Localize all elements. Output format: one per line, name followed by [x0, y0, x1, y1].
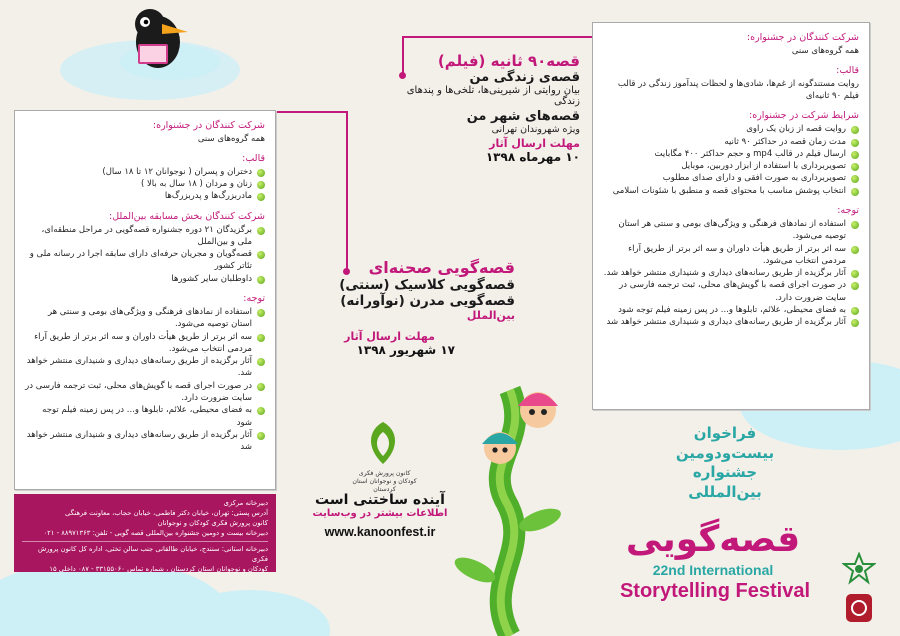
contact-info-bar	[14, 494, 276, 572]
list-item: انتخاب پوشش مناسب با محتوای قصه و منطبق با شئونات اسلامی	[603, 185, 859, 197]
right-format-value: روایت مستندگونه از غم‌ها، شادی‌ها و لحظات پندآموز زندگی در قالب فیلم ۹۰ ثانیه‌ای	[617, 78, 859, 102]
list-item: تصویربرداری به صورت افقی و دارای صدای مطلوب	[603, 172, 859, 184]
festival-title-line-4: بین‌المللی	[688, 482, 762, 501]
stage-title: قصه‌گویی صحنه‌ای	[368, 258, 515, 277]
film-subtitle-2: قصه‌های شهر من	[466, 109, 580, 124]
more-info-text: اطلاعات بیشتر در وب‌سایت	[312, 508, 448, 519]
right-notes-list	[603, 218, 859, 329]
stage-deadline-label: مهلت ارسال آثار	[344, 330, 435, 343]
film-description-2: ویژه شهروندان تهرانی	[491, 124, 580, 135]
left-notes-list	[25, 306, 265, 454]
list-item: به فضای محیطی، علائم، تابلوها و... در پس زمینه فیلم توجه شود	[25, 404, 265, 429]
beanstalk-kids-illustration-icon	[440, 330, 580, 636]
stage-line-3: بین‌الملل	[466, 309, 515, 322]
festival-title-line-2: بیست‌ودومین	[675, 443, 775, 462]
list-item: استفاده از نمادهای فرهنگی و ویژگی‌های بومی و سنتی هر استان توصیه می‌شود.	[25, 306, 265, 331]
left-intl-title: شرکت کنندگان بخش مسابقه بین‌الملل:	[109, 210, 265, 222]
emblem-seal-icon	[844, 592, 874, 624]
left-participants-value: همه گروه‌های سنی	[197, 133, 265, 144]
left-info-panel	[14, 110, 276, 490]
slogan-text: آینده ساختنی است	[315, 492, 445, 508]
list-item: در صورت اجرای قصه با گویش‌های محلی، ثبت ترجمه فارسی در سایت ضرورت دارد.	[25, 380, 265, 405]
list-item: داوطلبان سایر کشورها	[25, 273, 265, 285]
list-item: زنان و مردان ( ۱۸ سال به بالا )	[25, 178, 265, 190]
festival-title-line-3: جشنواره	[692, 463, 758, 481]
list-item: استفاده از نمادهای فرهنگی و ویژگی‌های بومی و سنتی هر استان توصیه می‌شود.	[603, 218, 859, 243]
kanoon-logo-caption: کانون پرورش فکری کودکان و نوجوانان استان کردستان	[352, 470, 417, 493]
left-format-list	[25, 166, 265, 203]
list-item: روایت قصه از زبان یک راوی	[603, 123, 859, 135]
left-notes-title: توجه:	[243, 293, 265, 305]
left-participants-title: شرکت کنندگان در جشنواره:	[152, 120, 265, 131]
film-section	[395, 52, 580, 164]
left-intl-list	[25, 224, 265, 286]
connector-left-vertical	[346, 111, 348, 271]
right-conditions-list	[603, 123, 859, 197]
list-item: سه اثر برتر از طریق هیأت داوران و سه اثر برتر از طریق آراء مردمی انتخاب می‌شود.	[603, 243, 859, 268]
hq-org: کانون پرورش فکری کودکان و نوجوانان	[157, 518, 268, 527]
list-item: آثار برگزیده از طریق رسانه‌های دیداری و شنیداری منتشر خواهد شد	[25, 429, 265, 454]
list-item: سه اثر برتر از طریق هیأت داوران و سه اثر برتر از طریق آراء مردمی انتخاب می‌شود.	[25, 331, 265, 356]
connector-left-top	[276, 111, 348, 113]
list-item: تصویربرداری با استفاده از ابزار دوربین، موبایل	[603, 160, 859, 172]
emblem-star-icon	[842, 552, 876, 586]
crow-mascot-icon	[110, 2, 220, 97]
film-deadline-date: ۱۰ مهرماه ۱۳۹۸	[485, 150, 580, 164]
website-link[interactable]: www.kanoonfest.ir	[324, 525, 436, 539]
festival-en-line-2: Storytelling Festival	[619, 580, 811, 602]
stage-line-2: قصه‌گویی مدرن (نوآورانه)	[340, 293, 515, 309]
hq-phone: دبیرخانه بیست و دومین جشنواره بین‌المللی قصه گویی - تلفن: ۸۸۹۷۱۳۶۳ - ۰۲۱	[43, 528, 268, 537]
list-item: در صورت اجرای قصه با گویش‌های محلی، ثبت ترجمه فارسی در سایت ضرورت دارد.	[603, 279, 859, 304]
province-detail: کودکان و نوجوانان استان کردستان ، شماره تماس ۳۳۱۵۵۰۶۰ - ۰۸۷ داخلی ۱۵	[49, 565, 268, 574]
film-deadline-label: مهلت ارسال آثار	[489, 137, 580, 150]
festival-title-line-1: فراخوان	[693, 424, 757, 442]
festival-en-line-1: 22nd International	[652, 562, 774, 578]
right-format-title: قالب:	[836, 65, 859, 77]
list-item: به فضای محیطی، علائم، تابلوها و... در پس زمینه فیلم توجه شود	[603, 304, 859, 316]
list-item: ارسال فیلم در قالب mp4 و حجم حداکثر ۴۰۰ مگابایت	[603, 148, 859, 160]
hq-title: دبیرخانه مرکزی	[223, 499, 268, 507]
list-item: آثار برگزیده از طریق رسانه‌های دیداری و شنیداری منتشر خواهد شد.	[603, 267, 859, 279]
right-participants-value: همه گروه‌های سنی	[791, 45, 859, 56]
list-item: قصه‌گویان و مجریان حرفه‌ای دارای سابقه اجرا در رسانه ملی و تئاتر کشور	[25, 248, 265, 273]
list-item: مدت زمان قصه در حداکثر ۹۰ ثانیه	[603, 136, 859, 148]
list-item: آثار برگزیده از طریق رسانه‌های دیداری و شنیداری منتشر خواهد شد.	[25, 355, 265, 380]
festival-title-block	[590, 424, 860, 502]
right-info-panel	[592, 22, 870, 410]
kanoon-logo-icon	[358, 418, 408, 470]
film-subtitle: قصه‌ی زندگی من	[469, 70, 580, 85]
province-title: دبیرخانه استانی: سنندج، خیابان طالقانی جنب سالن تختی، اداره کل کانون پرورش فکری	[37, 545, 268, 564]
festival-main-title: قصه‌گویی	[625, 519, 801, 560]
list-item: آثار برگزیده از طریق رسانه‌های دیداری و شنیداری منتشر خواهد شد	[603, 316, 859, 328]
slogan-block	[300, 492, 460, 539]
film-description: بیان روایتی از شیرینی‌ها، تلخی‌ها و پندهای زندگی	[406, 85, 580, 107]
film-title: قصه۹۰ ثانیه (فیلم)	[437, 52, 580, 70]
left-format-title: قالب:	[242, 153, 265, 165]
stage-line-1: قصه‌گویی کلاسیک (سنتی)	[339, 277, 515, 293]
right-conditions-title: شرایط شرکت در جشنواره:	[749, 110, 859, 122]
hq-address: آدرس پستی: تهران، خیابان دکتر فاطمی، خیابان حجاب، معاونت فرهنگی	[64, 508, 268, 517]
info-bar-divider	[22, 541, 268, 542]
list-item: برگزیدگان ۲۱ دوره جشنواره قصه‌گویی در مراحل منطقه‌ای، ملی و بین‌الملل	[25, 224, 265, 249]
list-item: دختران و پسران ( نوجوانان ۱۲ تا ۱۸ سال)	[25, 166, 265, 178]
list-item: مادربزرگ‌ها و پدربزرگ‌ها	[25, 190, 265, 202]
right-participants-title: شرکت کنندگان در جشنواره:	[746, 32, 859, 43]
connector-film-top	[402, 36, 592, 38]
stage-deadline-date: ۱۷ شهریور ۱۳۹۸	[356, 343, 455, 357]
right-notes-title: توجه:	[837, 205, 859, 217]
